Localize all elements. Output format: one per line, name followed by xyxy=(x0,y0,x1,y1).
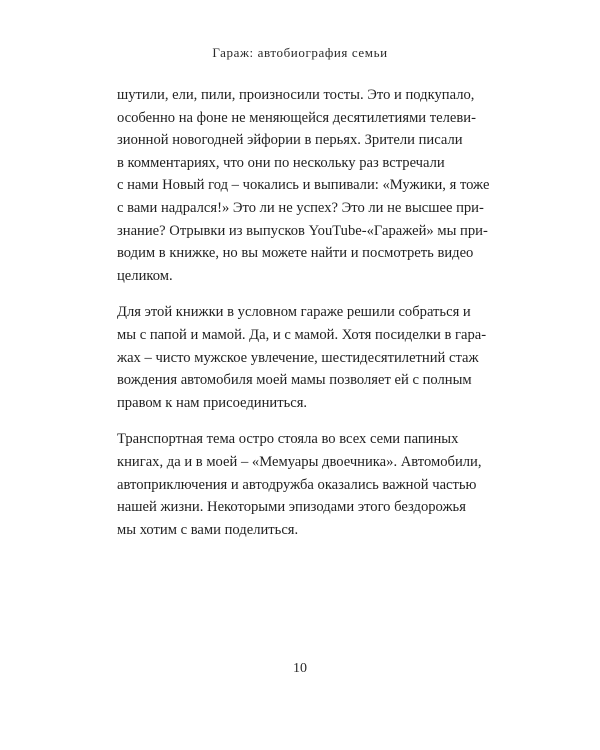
text-line: автоприключения и автодружба оказались важной частью xyxy=(117,476,477,493)
text-line: водим в книжке, но вы можете найти и посмотреть видео xyxy=(117,245,474,262)
text-line: с нами Новый год – чокались и выпивали: «Мужики, я тоже xyxy=(117,177,490,194)
paragraph-2 xyxy=(117,301,487,414)
text-line: вождения автомобиля моей мамы позволяет ей с полным xyxy=(117,372,472,389)
text-line: книгах, да и в моей – «Мемуары двоечника». Автомобили, xyxy=(117,453,482,470)
text-line: мы хотим с вами поделиться. xyxy=(117,521,299,538)
body-text xyxy=(117,84,490,555)
text-line: зионной новогодней эйфории в перьях. Зрители писали xyxy=(117,132,463,149)
text-line: правом к нам присоединиться. xyxy=(117,394,308,411)
paragraph-3 xyxy=(117,428,483,541)
text-line: жах – чисто мужское увлечение, шестидесятилетний стаж xyxy=(117,349,479,366)
text-line: в комментариях, что они по нескольку раз встречали xyxy=(117,154,445,171)
text-line: с вами надрался!» Это ли не успех? Это ли не высшее при- xyxy=(117,199,484,216)
paragraph-1 xyxy=(117,84,490,287)
text-line: шутили, ели, пили, произносили тосты. Это и подкупало, xyxy=(117,87,475,103)
text-line: особенно на фоне не меняющейся десятилетиями телеви- xyxy=(117,109,476,126)
text-line: целиком. xyxy=(117,267,173,284)
text-line: Для этой книжки в условном гараже решили собраться и xyxy=(117,304,471,321)
text-line: нашей жизни. Некоторыми эпизодами этого бездорожья xyxy=(117,499,466,516)
running-header: Гараж: автобиография семьи xyxy=(212,45,388,60)
text-line: знание? Отрывки из выпусков YouTube-«Гаражей» мы при- xyxy=(117,222,488,239)
text-line: мы с папой и мамой. Да, и с мамой. Хотя посиделки в гара- xyxy=(117,326,487,343)
text-line: Транспортная тема остро стояла во всех семи папиных xyxy=(117,431,459,448)
page-number: 10 xyxy=(293,661,307,676)
